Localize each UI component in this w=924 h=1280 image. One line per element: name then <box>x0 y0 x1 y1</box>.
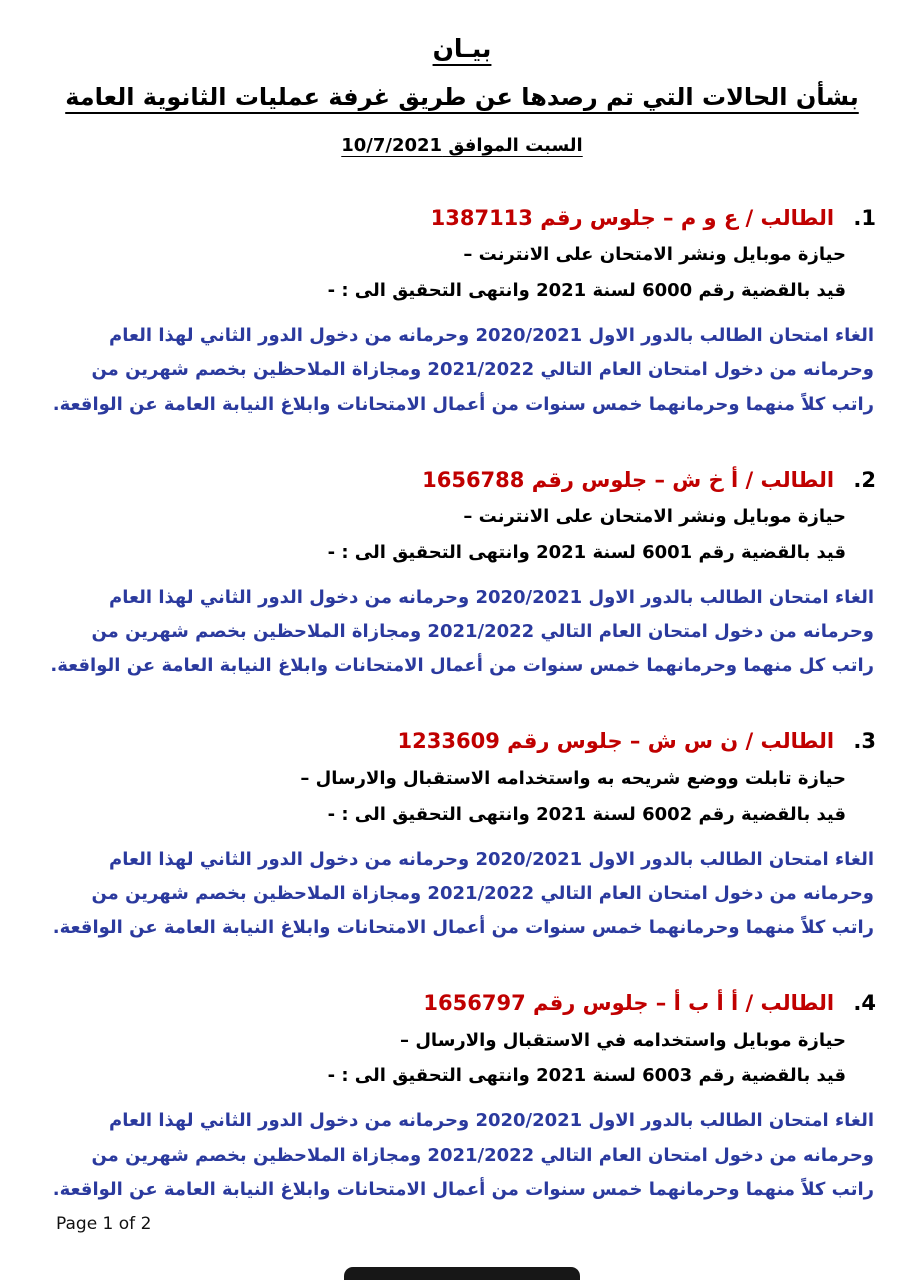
document-date: السبت الموافق 10/7/2021 <box>341 135 583 156</box>
document-subtitle: بشأن الحالات التي تم رصدها عن طريق غرفة عمليات الثانوية العامة <box>65 83 859 111</box>
case-number: 1. <box>853 206 876 230</box>
case-title: الطالب / ن س ش – جلوس رقم 1233609 <box>397 729 835 754</box>
case-block-4 <box>48 989 876 1207</box>
case-number: 2. <box>853 467 876 492</box>
case-block-1 <box>48 204 876 422</box>
case-registration: قيد بالقضية رقم 6000 لسنة 2021 وانتهى التحقيق الى : - <box>327 280 846 302</box>
case-title: الطالب / أ خ ش – جلوس رقم 1656788 <box>422 467 835 492</box>
bottom-toolbar-handle[interactable] <box>344 1267 580 1280</box>
case-block-2 <box>48 466 876 684</box>
case-heading <box>48 989 876 1018</box>
case-registration: قيد بالقضية رقم 6003 لسنة 2021 وانتهى التحقيق الى : - <box>327 1065 846 1087</box>
page-indicator: Page 1 of 2 <box>56 1214 152 1234</box>
case-verdict: الغاء امتحان الطالب بالدور الاول 2020/2021 وحرمانه من دخول الدور الثاني لهذا العام وحرمانه من دخول امتحان العام التالي 2021/2022 ومجازاة الملاحظين بخصم شهرين من راتب كل منهما وحرمانهما خمس سنوات من أعمال الامتحانات وابلاغ النيابة العامة عن الواقعة. <box>50 586 874 677</box>
case-title: الطالب / أ أ ب أ – جلوس رقم 1656797 <box>423 991 835 1016</box>
document-title: بيـان <box>432 34 492 63</box>
case-violation: حيازة موبايل ونشر الامتحان على الانترنت – <box>463 244 846 266</box>
case-heading <box>48 727 876 756</box>
case-verdict: الغاء امتحان الطالب بالدور الاول 2020/2021 وحرمانه من دخول الدور الثاني لهذا العام وحرمانه من دخول امتحان العام التالي 2021/2022 ومجازاة الملاحظين بخصم شهرين من راتب كلاً منهما وحرمانهما خمس سنوات من أعمال الامتحانات وابلاغ النيابة العامة عن الواقعة. <box>52 1110 874 1200</box>
case-registration: قيد بالقضية رقم 6002 لسنة 2021 وانتهى التحقيق الى : - <box>327 803 846 825</box>
case-verdict: الغاء امتحان الطالب بالدور الاول 2020/2021 وحرمانه من دخول الدور الثاني لهذا العام وحرمانه من دخول امتحان العام التالي 2021/2022 ومجازاة الملاحظين بخصم شهرين من راتب كلاً منهما وحرمانهما خمس سنوات من أعمال الامتحانات وابلاغ النيابة العامة عن الواقعة. <box>52 325 874 415</box>
case-registration: قيد بالقضية رقم 6001 لسنة 2021 وانتهى التحقيق الى : - <box>327 542 846 564</box>
case-title: الطالب / ع و م – جلوس رقم 1387113 <box>430 206 835 230</box>
case-number: 3. <box>853 729 876 754</box>
case-violation: حيازة تابلت ووضع شريحه به واستخدامه الاستقبال والارسال – <box>300 767 846 789</box>
case-heading <box>48 466 876 495</box>
cases-list <box>48 204 876 1207</box>
case-block-3 <box>48 727 876 945</box>
case-violation: حيازة موبايل ونشر الامتحان على الانترنت – <box>463 506 846 528</box>
case-verdict: الغاء امتحان الطالب بالدور الاول 2020/2021 وحرمانه من دخول الدور الثاني لهذا العام وحرمانه من دخول امتحان العام التالي 2021/2022 ومجازاة الملاحظين بخصم شهرين من راتب كلاً منهما وحرمانهما خمس سنوات من أعمال الامتحانات وابلاغ النيابة العامة عن الواقعة. <box>52 848 874 939</box>
case-number: 4. <box>853 991 876 1016</box>
case-heading <box>48 204 876 233</box>
case-violation: حيازة موبايل واستخدامه في الاستقبال والارسال – <box>400 1029 846 1051</box>
